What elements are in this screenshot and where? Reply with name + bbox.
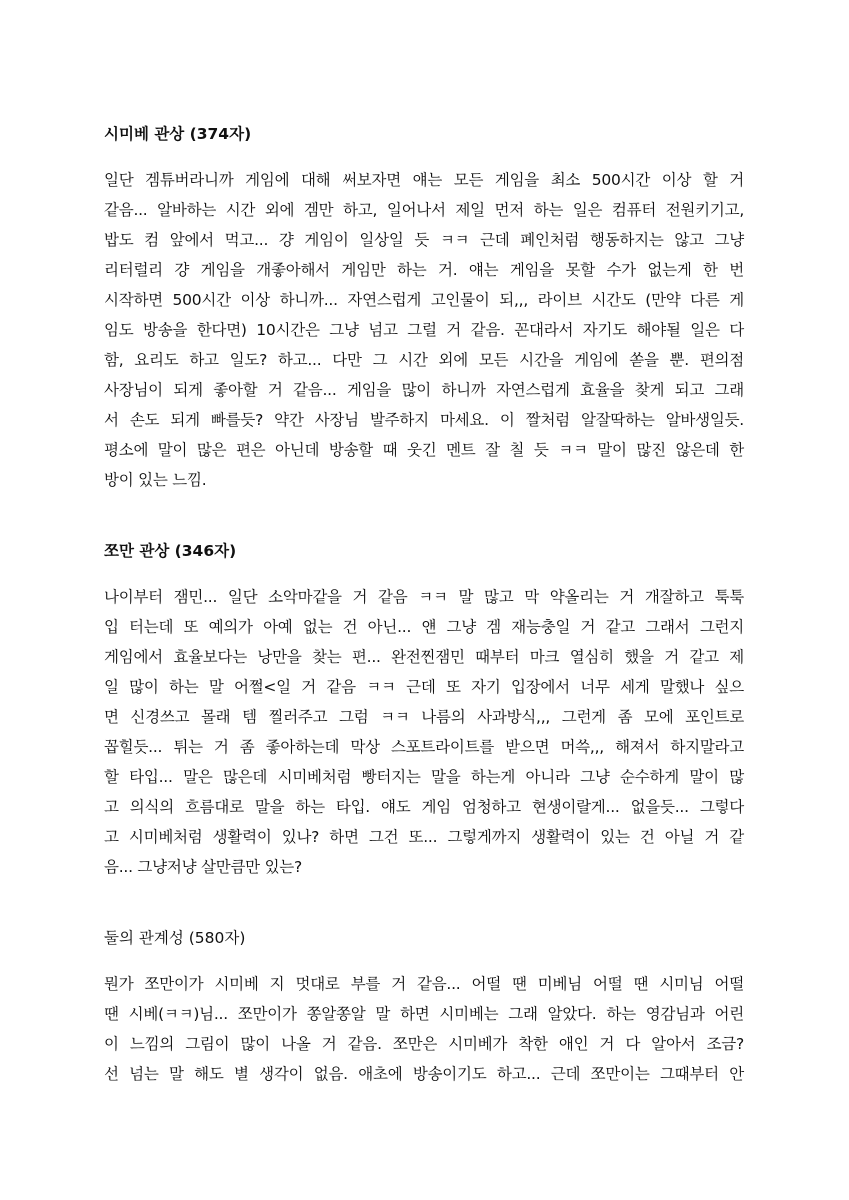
section-relationship (104, 928, 744, 1089)
section-jjoman-physiognomy (104, 541, 744, 882)
paragraph-line: 시작하면 500시간 이상 하니까... 자연스럽게 고인물이 되,,, 라이브 시간도 (만약 다른 게 (104, 291, 744, 309)
paragraph-line: 임도 방송을 한다면) 10시간은 그냥 넘고 그럴 거 같음. 꼰대라서 자기도 해야될 일은 다 (104, 321, 744, 339)
paragraph-line: 음... 그냥저냥 살만큼만 있는? (104, 858, 302, 876)
section-heading: 쪼만 관상 (346자) (104, 542, 237, 560)
paragraph-line: 방이 있는 느낌. (104, 471, 207, 489)
paragraph-line: 면 신경쓰고 몰래 템 찔러주고 그럼 ㅋㅋ 나름의 사과방식,,, 그런게 좀 모에 포인트로 (104, 708, 744, 726)
section-paragraph (104, 165, 744, 495)
paragraph-line: 선 넘는 말 해도 별 생각이 없음. 애초에 방송이기도 하고... 근데 쪼만이는 그때부터 안 (104, 1065, 744, 1083)
paragraph-line: 일단 겜튜버라니까 게임에 대해 써보자면 얘는 모든 게임을 최소 500시간 이상 할 거 (104, 171, 744, 189)
paragraph-line: 리터럴리 걍 게임을 개좋아해서 게임만 하는 거. 얘는 게임을 못할 수가 없는게 한 번 (104, 261, 744, 279)
paragraph-line: 고 의식의 흐름대로 말을 하는 타입. 얘도 게임 엄청하고 현생이랄게... 없을듯... 그렇다 (104, 798, 744, 816)
paragraph-line: 나이부터 잼민... 일단 소악마같을 거 같음 ㅋㅋ 말 많고 막 약올리는 거 개잘하고 툭툭 (104, 588, 744, 606)
paragraph-line: 같음... 알바하는 시간 외에 겜만 하고, 일어나서 제일 먼저 하는 일은 컴퓨터 전원키기고, (104, 201, 744, 219)
paragraph-line: 사장님이 되게 좋아할 거 같음... 게임을 많이 하니까 자연스럽게 효율을 찾게 되고 그래 (104, 381, 744, 399)
section-simibe-physiognomy (104, 124, 744, 495)
paragraph-line: 할 타입... 말은 많은데 시미베처럼 빵터지는 말을 하는게 아니라 그냥 순수하게 말이 많 (104, 768, 744, 786)
section-heading: 시미베 관상 (374자) (104, 125, 252, 143)
paragraph-line: 밥도 컴 앞에서 먹고... 걍 게임이 일상일 듯 ㅋㅋ 근데 폐인처럼 행동하지는 않고 그냥 (104, 231, 744, 249)
paragraph-line: 입 터는데 또 예의가 아예 없는 건 아닌... 얜 그냥 겜 재능충일 거 같고 그래서 그런지 (104, 618, 744, 636)
paragraph-line: 땐 시베(ㅋㅋ)님... 쪼만이가 쫑알쫑알 말 하면 시미베는 그래 알았다. 하는 영감님과 어린 (104, 1005, 744, 1023)
section-paragraph (104, 582, 744, 882)
paragraph-line: 꼽힐듯... 튀는 거 좀 좋아하는데 막상 스포트라이트를 받으면 머쓱,,, 해져서 하지말라고 (104, 738, 744, 756)
paragraph-line: 이 느낌의 그림이 많이 나올 거 같음. 쪼만은 시미베가 착한 애인 거 다 알아서 조금? (104, 1035, 744, 1053)
paragraph-line: 일 많이 하는 말 어쩔<일 거 같음 ㅋㅋ 근데 또 자기 입장에서 너무 세게 말했나 싶으 (104, 678, 744, 696)
paragraph-line: 평소에 말이 많은 편은 아닌데 방송할 때 웃긴 멘트 잘 칠 듯 ㅋㅋ 말이 많진 않은데 한 (104, 441, 744, 459)
paragraph-line: 게임에서 효율보다는 낭만을 찾는 편... 완전찐잼민 때부터 마크 열심히 했을 거 같고 제 (104, 648, 744, 666)
section-heading: 둘의 관계성 (580자) (104, 929, 246, 947)
paragraph-line: 함, 요리도 하고 일도? 하고... 다만 그 시간 외에 모든 시간을 게임에 쏟을 뿐. 편의점 (104, 351, 744, 369)
section-paragraph (104, 969, 744, 1089)
paragraph-line: 뭔가 쪼만이가 시미베 지 멋대로 부를 거 같음... 어떨 땐 미베님 어떨 땐 시미님 어떨 (104, 975, 744, 993)
paragraph-line: 서 손도 되게 빠를듯? 약간 사장님 발주하지 마세요. 이 짤처럼 알잘딱하는 알바생일듯. (104, 411, 744, 429)
paragraph-line: 고 시미베처럼 생활력이 있나? 하면 그건 또... 그렇게까지 생활력이 있는 건 아닐 거 같 (104, 828, 744, 846)
